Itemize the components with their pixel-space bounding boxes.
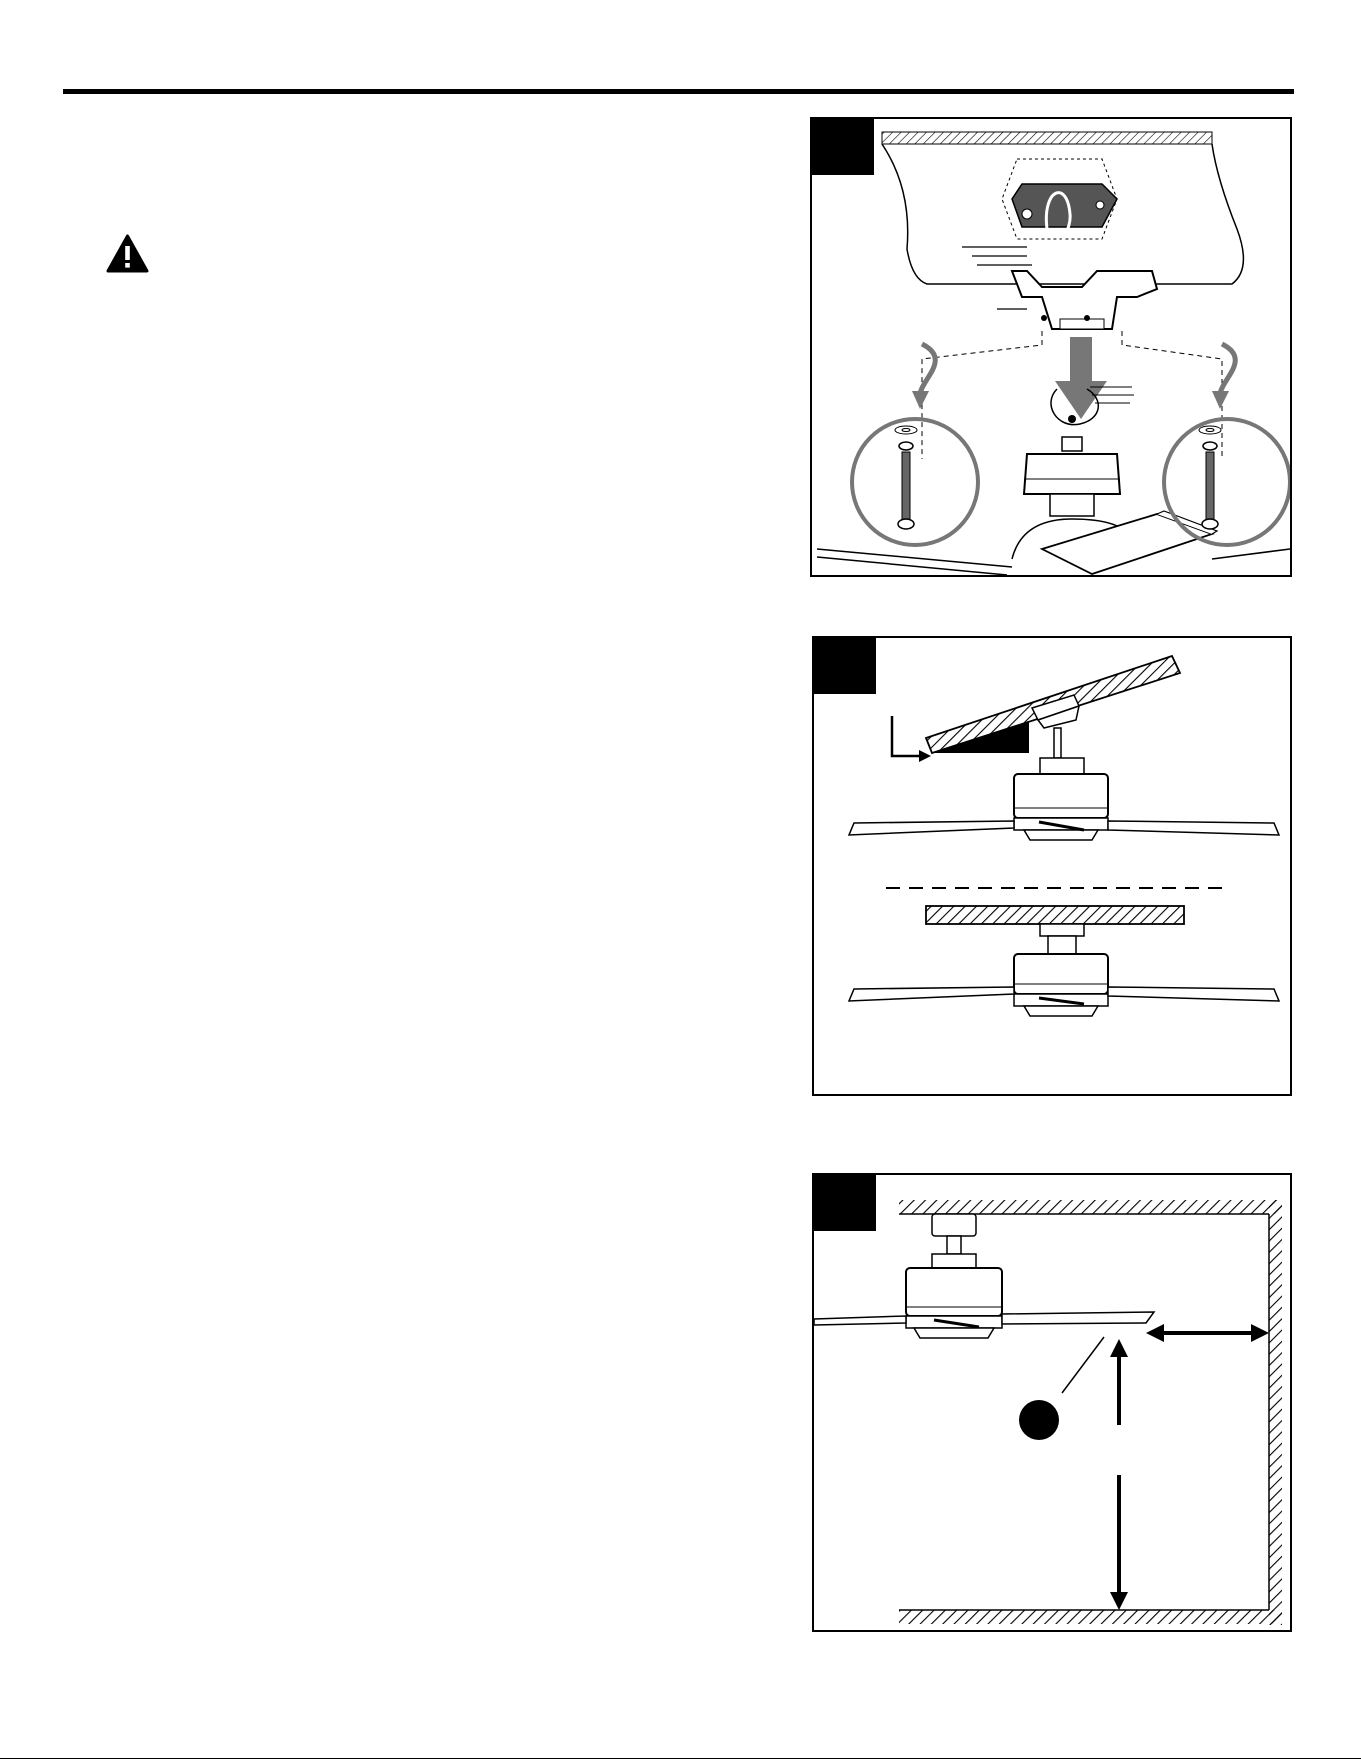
screw-detail-right bbox=[1164, 419, 1290, 545]
figure-tab bbox=[814, 1175, 876, 1231]
ceiling-slab bbox=[882, 132, 1212, 144]
screw-detail-left bbox=[852, 419, 978, 545]
down-arrow-shaft bbox=[1070, 337, 1092, 385]
figure-tab bbox=[812, 119, 874, 175]
footer-rule bbox=[0, 1758, 1361, 1759]
warning-triangle-icon bbox=[106, 234, 149, 273]
wall bbox=[1269, 1200, 1282, 1625]
ceiling-types-diagram bbox=[814, 638, 1290, 1094]
figure-tab bbox=[814, 638, 876, 694]
callout-bullet bbox=[1019, 1400, 1059, 1440]
flat-ceiling bbox=[926, 906, 1184, 924]
ceiling bbox=[899, 1200, 1282, 1214]
header-rule bbox=[63, 89, 1294, 94]
blade-clearance-diagram bbox=[814, 1175, 1290, 1630]
canopy-installation-diagram bbox=[812, 119, 1290, 575]
floor bbox=[899, 1610, 1282, 1624]
figure-ceiling-types bbox=[812, 636, 1292, 1096]
figure-canopy-installation bbox=[810, 117, 1292, 577]
figure-blade-clearance bbox=[812, 1173, 1292, 1632]
